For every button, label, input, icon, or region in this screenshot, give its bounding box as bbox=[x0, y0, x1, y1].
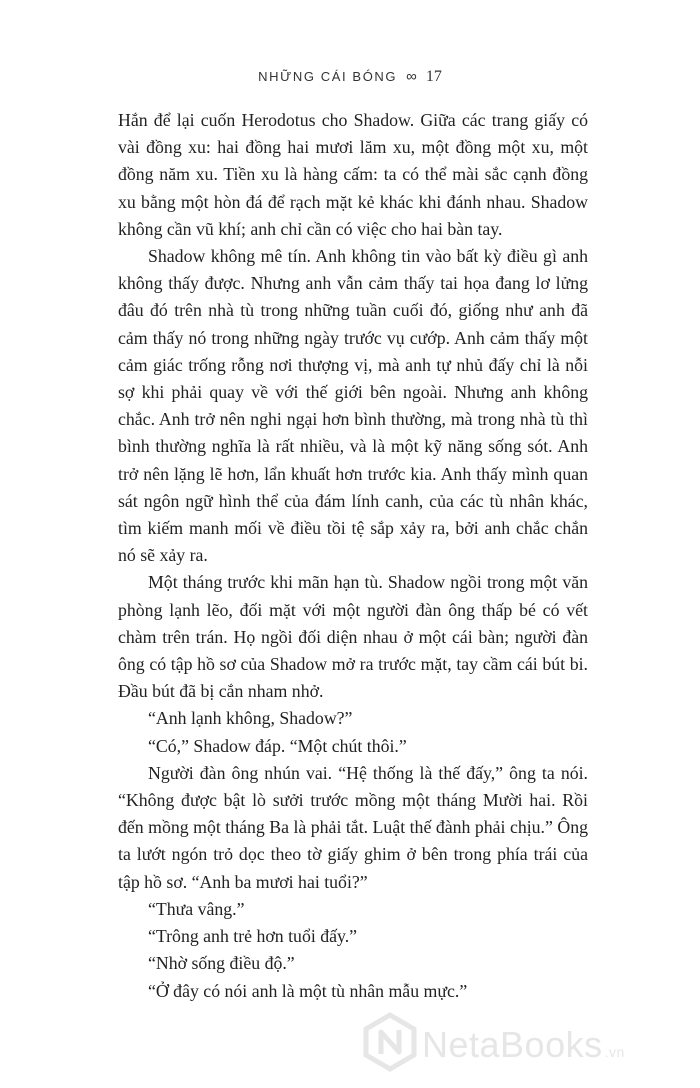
page-number: 17 bbox=[425, 68, 442, 85]
dialogue-line: “Thưa vâng.” bbox=[148, 898, 245, 919]
watermark-brand: NetaBooks bbox=[422, 1024, 603, 1065]
infinity-separator: ∞ bbox=[406, 68, 417, 85]
watermark-tld: .vn bbox=[604, 1044, 625, 1060]
paragraph: Một tháng trước khi mãn hạn tù. Shadow ngồi trong một văn phòng lạnh lẽo, đối mặt với một người đàn ông thấp bé có vết chàm trên trán. Họ ngồi đối diện nhau ở một cái bàn; người đàn ông có tập hồ sơ của Shadow mở ra trước mặt, tay cầm cái bút bi. Đầu bút đã bị cắn nham nhở. bbox=[118, 572, 588, 702]
netabooks-logo-icon bbox=[362, 1012, 418, 1072]
dialogue-line: “Trông anh trẻ hơn tuổi đấy.” bbox=[148, 926, 358, 947]
paragraph: Người đàn ông nhún vai. “Hệ thống là thế đấy,” ông ta nói. “Không được bật lò sưởi trước mồng một tháng Mười hai. Rồi đến mồng một tháng Ba là phải tắt. Luật thế đành phải chịu.” Ông ta lướt ngón trỏ dọc theo tờ giấy ghim ở bên trong phía trái của tập hồ sơ. “Anh ba mươi hai tuổi?” bbox=[118, 762, 588, 892]
dialogue-line: “Có,” Shadow đáp. “Một chút thôi.” bbox=[148, 735, 407, 756]
book-title: NHỮNG CÁI BÓNG bbox=[258, 69, 398, 84]
paragraph: Hắn để lại cuốn Herodotus cho Shadow. Giữa các trang giấy có vài đồng xu: hai đồng hai mươi lăm xu, một đồng một xu, một đồng năm xu. Tiền xu là hàng cấm: ta có thể mài sắc cạnh đồng xu bằng một hòn đá để rạch mặt kẻ khác khi đánh nhau. Shadow không cần vũ khí; anh chỉ cần có việc cho hai bàn tay. bbox=[118, 110, 588, 239]
paragraph: Shadow không mê tín. Anh không tin vào bất kỳ điều gì anh không thấy được. Nhưng anh vẫn cảm thấy tai họa đang lơ lửng đâu đó trên nhà tù trong những tuần cuối đó, giống như anh đã cảm thấy nó trong những ngày trước vụ cướp. Anh cảm thấy một cảm giác trống rỗng nơi thượng vị, mà anh tự nhủ đấy chỉ là nỗi sợ khi phải quay về với thế giới bên ngoài. Nhưng anh không chắc. Anh trở nên nghi ngại hơn bình thường, mà trong nhà tù thì bình thường nghĩa là rất nhiều, và là một kỹ năng sống sót. Anh trở nên lặng lẽ hơn, lẩn khuất hơn trước kia. Anh thấy mình quan sát ngôn ngữ hình thể của đám lính canh, của các tù nhân khác, tìm kiếm manh mối về điều tồi tệ sắp xảy ra, bởi anh chắc chắn nó sẽ xảy ra. bbox=[118, 246, 588, 566]
page-body bbox=[118, 107, 588, 1005]
netabooks-watermark bbox=[362, 1012, 700, 1072]
watermark-text bbox=[422, 1024, 625, 1066]
running-header bbox=[0, 68, 700, 86]
dialogue-line: “Anh lạnh không, Shadow?” bbox=[148, 708, 353, 729]
dialogue-line: “Nhờ sống điều độ.” bbox=[148, 953, 295, 974]
dialogue-line: “Ở đây có nói anh là một tù nhân mẫu mực.” bbox=[148, 980, 468, 1001]
